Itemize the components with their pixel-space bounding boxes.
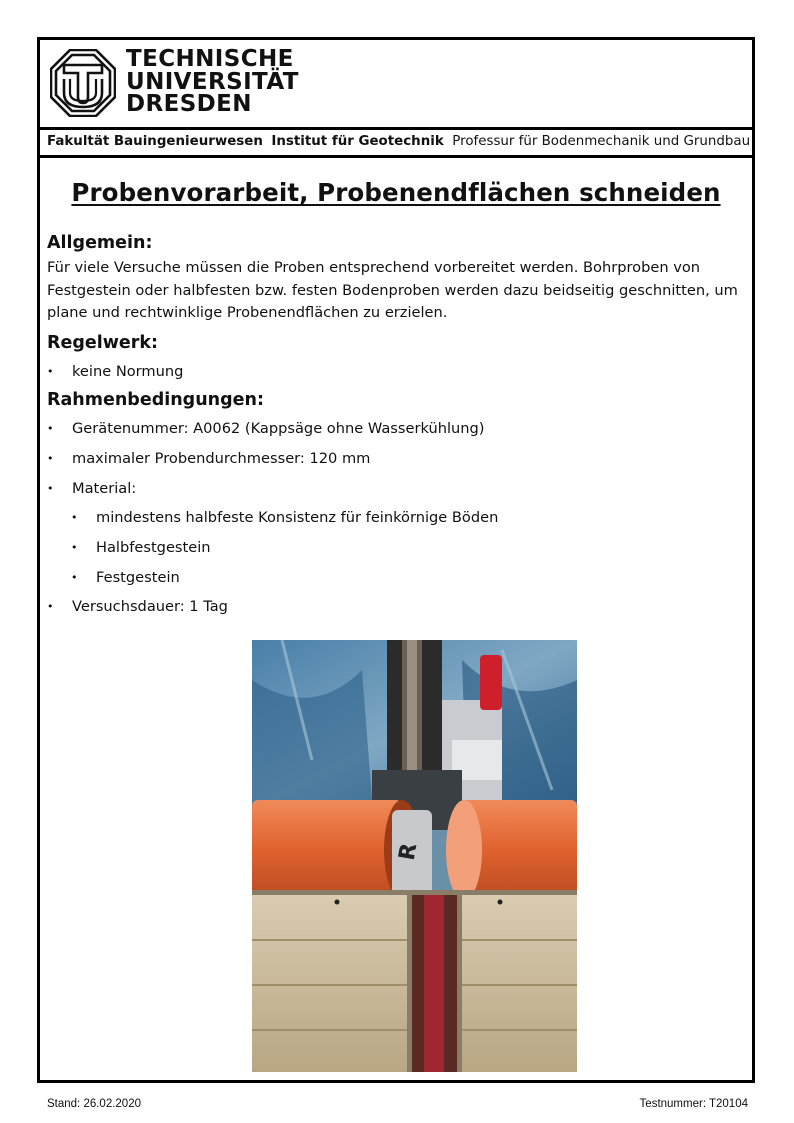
section-heading-general: Allgemein: <box>47 233 153 253</box>
section-heading-rules: Regelwerk: <box>47 332 159 353</box>
university-logo-icon <box>50 49 116 117</box>
university-name-line1: TECHNISCHE <box>126 46 294 72</box>
faculty-name: Fakultät Bauingenieurwesen <box>47 134 263 149</box>
page-title: Probenvorarbeit, Probenendflächen schneiden <box>71 178 721 207</box>
department-bar <box>40 130 752 158</box>
chair-name: Professur für Bodenmechanik und Grundbau <box>452 134 751 149</box>
page-frame <box>37 37 755 1083</box>
list-item: • Gerätenummer: A0062 (Kappsäge ohne Wasserkühlung) <box>47 414 747 444</box>
list-subitem: • mindestens halbfeste Konsistenz für feinkörnige Böden <box>47 503 747 533</box>
rules-list <box>47 357 747 387</box>
list-item: • maximaler Probendurchmesser: 120 mm <box>47 444 747 474</box>
footer-date: Stand: 26.02.2020 <box>47 1098 141 1110</box>
list-item: • keine Normung <box>47 357 747 387</box>
university-name-line3: DRESDEN <box>126 91 252 117</box>
sample-mark-label: R <box>394 841 423 863</box>
section-heading-conditions: Rahmenbedingungen: <box>47 390 264 411</box>
list-subitem: • Halbfestgestein <box>47 533 747 563</box>
list-item: • Material: <box>47 474 747 504</box>
footer-test-number: Testnummer: T20104 <box>639 1098 748 1110</box>
list-item: • Versuchsdauer: 1 Tag <box>47 592 747 622</box>
saw-photo <box>252 640 577 1072</box>
university-name <box>126 48 299 116</box>
conditions-list <box>47 414 747 622</box>
institute-name: Institut für Geotechnik <box>271 134 444 149</box>
saw-photo-illustration <box>252 640 577 1072</box>
list-subitem: • Festgestein <box>47 563 747 593</box>
general-text: Für viele Versuche müssen die Proben entsprechend vorbereitet werden. Bohrproben von Festgestein oder halbfesten bzw. festen Bodenproben werden dazu beidseitig geschnitten, um plane und rechtwinklige Probenendflächen zu erzielen. <box>47 259 738 321</box>
main-content <box>47 229 747 622</box>
header-logo-area <box>40 40 752 130</box>
university-name-line2: UNIVERSITÄT <box>126 68 299 95</box>
